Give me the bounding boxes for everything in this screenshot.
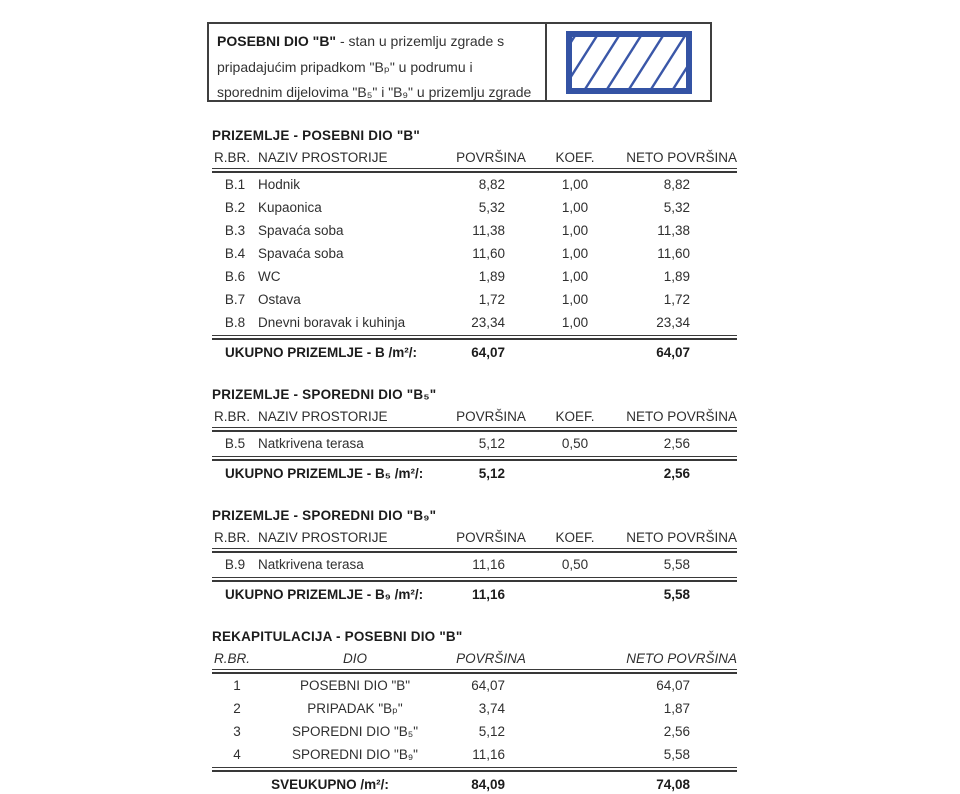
table-cell: 8,82 xyxy=(478,177,505,192)
table-cell: 1,00 xyxy=(561,315,589,330)
table-cell: B.8 xyxy=(224,315,246,330)
table-cell: 5,12 xyxy=(478,436,505,451)
column-header: R.BR. xyxy=(214,409,251,424)
table-cell: 1,72 xyxy=(478,292,505,307)
table-total-row xyxy=(212,772,737,794)
table-row xyxy=(212,219,737,242)
section-prizemlje-posebni-dio-b xyxy=(212,128,737,362)
section-prizemlje-sporedni-dio-b9 xyxy=(212,508,737,604)
column-header: POVRŠINA xyxy=(456,651,526,666)
table-cell: 11,16 xyxy=(472,557,505,572)
table-total-row xyxy=(212,582,737,604)
table-row xyxy=(212,743,737,766)
table-cell: B.5 xyxy=(224,436,246,451)
legend-title: POSEBNI DIO "B" xyxy=(217,33,337,49)
column-header: NAZIV PROSTORIJE xyxy=(258,409,388,424)
table-cell: 11,16 xyxy=(472,747,505,762)
table-cell: B.7 xyxy=(224,292,246,307)
table-row xyxy=(212,432,737,455)
table-cell: 0,50 xyxy=(561,436,589,451)
table-cell: 23,34 xyxy=(656,315,690,330)
table-cell: Hodnik xyxy=(258,177,301,192)
table-cell: 11,60 xyxy=(657,246,690,261)
table-row xyxy=(212,196,737,219)
table-cell: 64,07 xyxy=(471,678,505,693)
table-row xyxy=(212,288,737,311)
table-total-row xyxy=(212,461,737,483)
table-total-row xyxy=(212,340,737,362)
table-cell: 64,07 xyxy=(656,678,690,693)
column-header: R.BR. xyxy=(214,150,251,165)
table-cell: 11,38 xyxy=(657,223,690,238)
table-cell: 1,00 xyxy=(561,246,589,261)
table-title: REKAPITULACIJA - POSEBNI DIO "B" xyxy=(212,629,463,644)
table-cell: 1,00 xyxy=(561,292,589,307)
table-cell: 2 xyxy=(233,701,241,716)
total-neto-povrsina: 5,58 xyxy=(663,587,690,602)
table-cell: 5,58 xyxy=(663,557,690,572)
column-header: R.BR. xyxy=(214,651,251,666)
column-header: NETO POVRŠINA xyxy=(626,409,737,424)
total-neto-povrsina: 2,56 xyxy=(663,466,690,481)
table-row xyxy=(212,173,737,196)
table-title: PRIZEMLJE - POSEBNI DIO "B" xyxy=(212,128,420,143)
table-header-row xyxy=(212,408,737,426)
total-povrsina: 84,09 xyxy=(471,777,505,792)
table-cell: 1,00 xyxy=(561,200,589,215)
table-cell: 1,00 xyxy=(561,177,589,192)
table-cell: B.6 xyxy=(224,269,246,284)
table-row xyxy=(212,265,737,288)
table-body xyxy=(212,173,737,334)
table-cell: B.3 xyxy=(224,223,246,238)
table-cell: POSEBNI DIO "B" xyxy=(299,678,411,693)
table-cell: 1,89 xyxy=(478,269,505,284)
table-cell: 2,56 xyxy=(663,724,690,739)
table-cell: Dnevni boravak i kuhinja xyxy=(258,315,406,330)
table-cell: B.2 xyxy=(224,200,246,215)
column-header: NETO POVRŠINA xyxy=(626,651,737,666)
total-neto-povrsina: 64,07 xyxy=(656,345,690,360)
total-povrsina: 64,07 xyxy=(471,345,505,360)
table-cell: 0,50 xyxy=(561,557,589,572)
section-rekapitulacija-posebni-dio-b xyxy=(212,629,737,794)
table-cell: 2,56 xyxy=(663,436,690,451)
total-label: UKUPNO PRIZEMLJE - B /m²/: xyxy=(225,345,418,360)
legend-text xyxy=(209,24,547,100)
table-cell: Natkrivena terasa xyxy=(258,436,364,451)
table-cell: B.4 xyxy=(224,246,246,261)
table-title: PRIZEMLJE - SPOREDNI DIO "B₉" xyxy=(212,508,437,523)
table-title: PRIZEMLJE - SPOREDNI DIO "B₅" xyxy=(212,387,437,402)
table-cell: WC xyxy=(258,269,281,284)
legend-swatch-cell xyxy=(547,24,710,100)
table-cell: 5,32 xyxy=(663,200,690,215)
table-row xyxy=(212,697,737,720)
table-cell: Spavaća soba xyxy=(258,223,344,238)
column-header: POVRŠINA xyxy=(456,530,526,545)
table-cell: 1,89 xyxy=(663,269,690,284)
table-cell: 4 xyxy=(233,747,241,762)
table-cell: 1,72 xyxy=(663,292,690,307)
table-body xyxy=(212,674,737,766)
legend-box xyxy=(207,22,712,102)
column-header: POVRŠINA xyxy=(456,150,526,165)
hatched-rectangle-icon xyxy=(566,31,692,94)
table-cell: 1,87 xyxy=(663,701,690,716)
table-row xyxy=(212,674,737,697)
table-header-row xyxy=(212,149,737,167)
table-header-row xyxy=(212,529,737,547)
table-cell: 11,38 xyxy=(472,223,505,238)
column-header: KOEF. xyxy=(555,409,595,424)
table-cell: Natkrivena terasa xyxy=(258,557,364,572)
total-label: SVEUKUPNO /m²/: xyxy=(271,777,389,792)
column-header: NAZIV PROSTORIJE xyxy=(258,150,388,165)
table-cell: 3 xyxy=(233,724,241,739)
tables-area xyxy=(212,128,737,794)
section-prizemlje-sporedni-dio-b5 xyxy=(212,387,737,483)
table-cell: 1,00 xyxy=(561,269,589,284)
column-header: POVRŠINA xyxy=(456,409,526,424)
table-row xyxy=(212,553,737,576)
table-cell: B.1 xyxy=(224,177,246,192)
column-header: DIO xyxy=(342,651,367,666)
total-neto-povrsina: 74,08 xyxy=(656,777,690,792)
column-header: NAZIV PROSTORIJE xyxy=(258,530,388,545)
table-cell: 5,12 xyxy=(478,724,505,739)
table-cell: B.9 xyxy=(224,557,246,572)
table-row xyxy=(212,720,737,743)
table-cell: 5,58 xyxy=(663,747,690,762)
table-cell: 1,00 xyxy=(561,223,589,238)
table-cell: 3,74 xyxy=(478,701,505,716)
column-header: KOEF. xyxy=(555,530,595,545)
table-cell: SPOREDNI DIO "B₉" xyxy=(292,747,418,762)
table-cell: PRIPADAK "Bₚ" xyxy=(307,701,403,716)
total-label: UKUPNO PRIZEMLJE - B₅ /m²/: xyxy=(225,466,424,481)
table-body xyxy=(212,432,737,455)
table-cell: SPOREDNI DIO "B₅" xyxy=(291,724,419,739)
column-header: R.BR. xyxy=(214,530,251,545)
table-header-row xyxy=(212,650,737,668)
total-povrsina: 11,16 xyxy=(471,587,505,602)
table-row xyxy=(212,311,737,334)
total-povrsina: 5,12 xyxy=(478,466,505,481)
table-cell: 1 xyxy=(233,678,241,693)
table-cell: 5,32 xyxy=(478,200,505,215)
table-cell: 23,34 xyxy=(471,315,505,330)
table-body xyxy=(212,553,737,576)
table-cell: 11,60 xyxy=(472,246,505,261)
table-cell: Kupaonica xyxy=(258,200,322,215)
column-header: NETO POVRŠINA xyxy=(626,150,737,165)
table-cell: Ostava xyxy=(258,292,301,307)
column-header: NETO POVRŠINA xyxy=(626,530,737,545)
table-cell: Spavaća soba xyxy=(258,246,344,261)
legend-description: - stan u prizemlju zgrade s pripadajućim pripadkom "Bₚ" u podrumu i sporednim dijelovima "B₅" i "B₉" u prizemlju zgrade xyxy=(217,33,532,100)
total-label: UKUPNO PRIZEMLJE - B₉ /m²/: xyxy=(225,587,424,602)
table-row xyxy=(212,242,737,265)
table-cell: 8,82 xyxy=(663,177,690,192)
column-header: KOEF. xyxy=(555,150,595,165)
